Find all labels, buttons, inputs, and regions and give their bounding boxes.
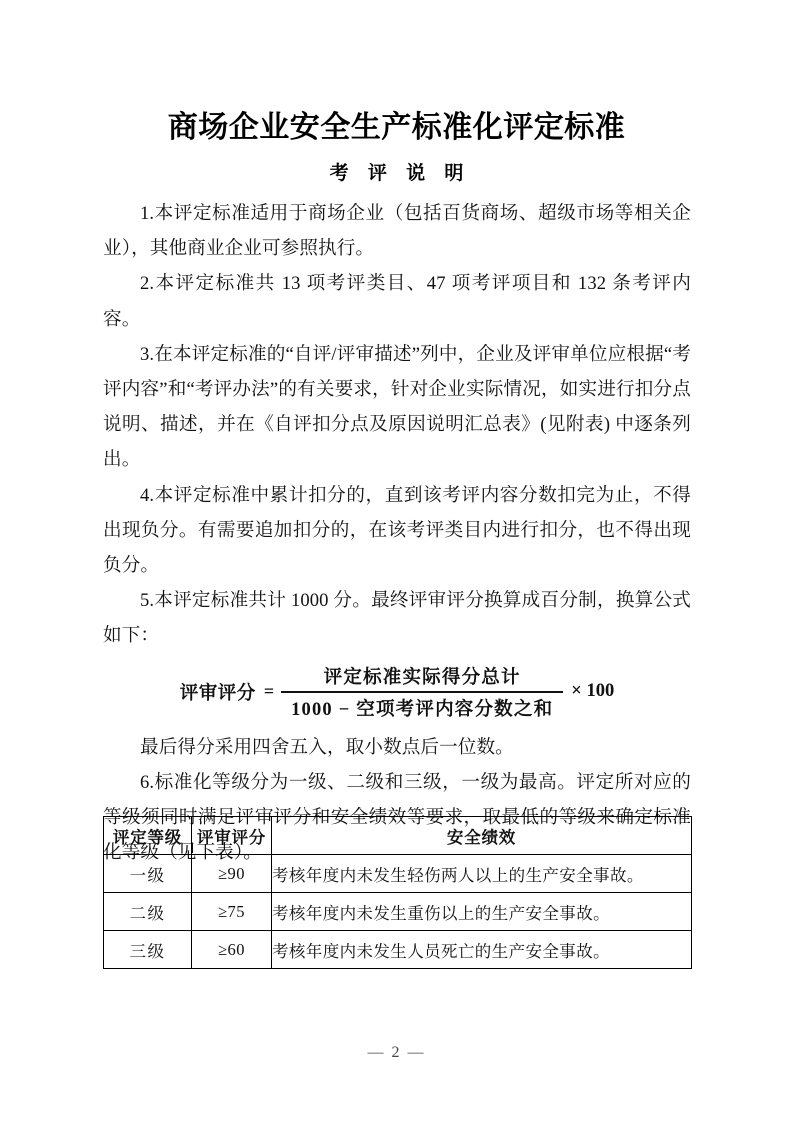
cell-grade: 一级	[104, 855, 192, 893]
paragraph-1: 1.本评定标准适用于商场企业（包括百货商场、超级市场等相关企业），其他商业企业可参照执行。	[103, 203, 691, 260]
column-header-score: 评审评分	[192, 817, 272, 855]
column-header-performance: 安全绩效	[272, 817, 692, 855]
formula-multiplier: × 100	[571, 681, 615, 702]
paragraph-5: 5.本评定标准共计 1000 分。最终评审评分换算成百分制，换算公式如下：	[103, 590, 691, 647]
cell-performance: 考核年度内未发生轻伤两人以上的生产安全事故。	[272, 855, 692, 893]
formula-left-side: 评审评分	[179, 683, 256, 704]
formula-denominator: 1000 − 空项考评内容分数之和	[291, 699, 554, 720]
table-header-row	[104, 817, 692, 855]
paragraph-3: 3.在本评定标准的“自评/评审描述”列中，企业及评审单位应根据“考评内容”和“考评办法”的有关要求，针对企业实际情况，如实进行扣分点说明、描述，并在《自评扣分点及原因说明汇总表》(见附表) 中逐条列出。	[103, 343, 691, 471]
cell-grade: 二级	[104, 893, 192, 931]
grade-table	[103, 816, 692, 969]
cell-performance: 考核年度内未发生人员死亡的生产安全事故。	[272, 931, 692, 969]
table-row	[104, 855, 692, 893]
cell-grade: 三级	[104, 931, 192, 969]
page-title: 商场企业安全生产标准化评定标准	[167, 111, 626, 144]
score-conversion-formula	[103, 663, 691, 721]
page-number-footer: — 2 —	[367, 1044, 426, 1061]
cell-score: ≥60	[192, 931, 272, 969]
paragraph-4: 4.本评定标准中累计扣分的，直到该考评内容分数扣完为止，不得出现负分。有需要追加扣分的，在该考评类目内进行扣分，也不得出现负分。	[103, 484, 691, 577]
page-subtitle: 考 评 说 明	[329, 163, 471, 184]
grade-table-container	[103, 816, 691, 969]
table-row	[104, 931, 692, 969]
formula-equals-sign: =	[263, 680, 275, 701]
column-header-grade: 评定等级	[104, 817, 192, 855]
cell-performance: 考核年度内未发生重伤以上的生产安全事故。	[272, 893, 692, 931]
cell-score: ≥90	[192, 855, 272, 893]
formula-fraction	[281, 663, 563, 721]
cell-score: ≥75	[192, 893, 272, 931]
formula-numerator: 评定标准实际得分总计	[323, 667, 521, 688]
document-body	[103, 196, 691, 870]
paragraph-6: 6.标准化等级分为一级、二级和三级，一级为最高。评定所对应的等级须同时满足评审评分和安全绩效等要求，取最低的等级来确定标准化等级（见下表）。	[103, 771, 691, 864]
table-row	[104, 893, 692, 931]
paragraph-2: 2.本评定标准共 13 项考评类目、47 项考评项目和 132 条考评内容。	[103, 273, 691, 330]
paragraph-after-formula: 最后得分采用四舍五入，取小数点后一位数。	[140, 736, 514, 758]
